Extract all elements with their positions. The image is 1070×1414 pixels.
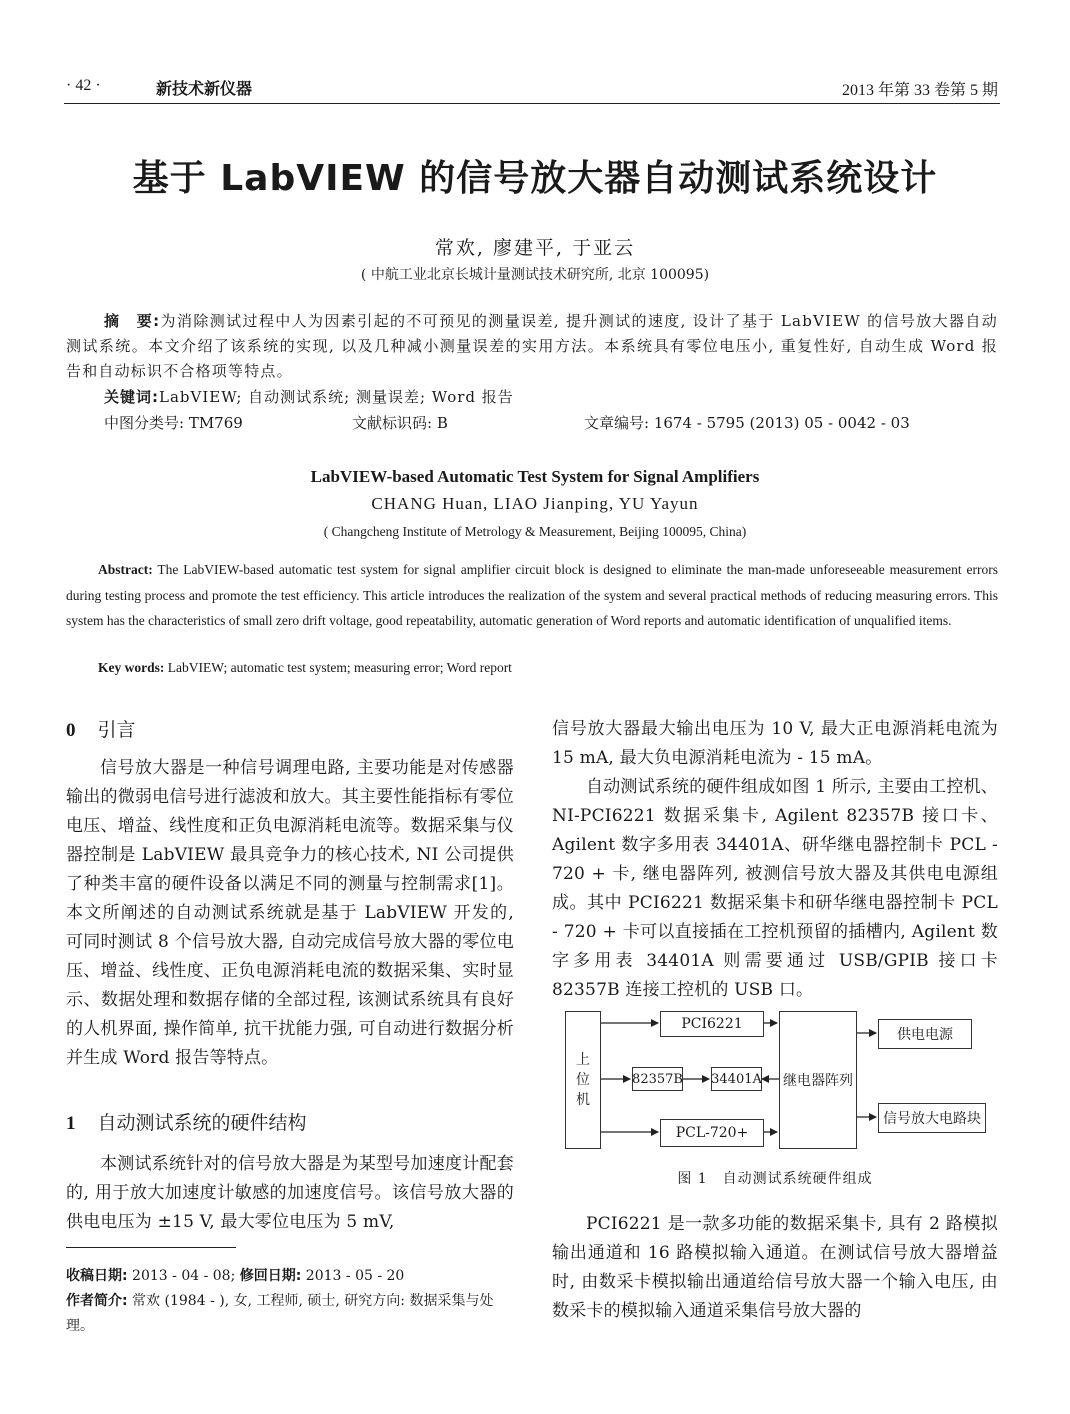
paragraph: 自动测试系统的硬件组成如图 1 所示, 主要由工控机、NI-PCI6221 数据采集卡, Agilent 82357B 接口卡、Agilent 数字多用表 34401A、研华继电器控制卡 PCL - 720 + 卡, 继电器阵列, 被测信号放大器及其供电电源组成。其中 PCI6221 数据采集卡和研华继电器控制卡 PCL - 720 + 卡可以直接插在工控机预留的插槽内, Agilent 数字多用表 34401A 则需要通过 USB/GPIB 接口卡 82357B 连接工控机的 USB 口。 [552, 777, 998, 1000]
received-dates: 收稿日期: 2013 - 04 - 08; 修回日期: 2013 - 05 - 20 [66, 1268, 405, 1284]
keywords-label: 关键词: [104, 388, 159, 406]
paragraph: PCI6221 是一款多功能的数据采集卡, 具有 2 路模拟输出通道和 16 路模拟输入通道。在测试信号放大器增益时, 由数采卡模拟输出通道给信号放大器一个输入电压, 由数采卡的模拟输入通道采集信号放大器的 [552, 1214, 998, 1321]
multimeter-box: 34401A [711, 1067, 762, 1091]
english-keywords [98, 660, 512, 676]
abstract-label: 摘 要: [104, 312, 161, 330]
amplifier-block-box: 信号放大电路块 [878, 1103, 986, 1133]
paragraph: 信号放大器是一种信号调理电路, 主要功能是对传感器输出的微弱电信号进行滤波和放大。其主要性能指标有零位电压、增益、线性度和正负电源消耗电流等。数据采集与仪器控制是 LabVIEW 最具竞争力的核心技术, NI 公司提供了种类丰富的硬件设备以满足不同的测量与控制需求[1]。本文所阐述的自动测试系统就是基于 LabVIEW 开发的, 可同时测试 8 个信号放大器, 自动完成信号放大器的零位电压、增益、线性度、正负电源消耗电流的数据采集、实时显示、数据处理和数据存储的全部过程, 该测试系统具有良好的人机界面, 操作简单, 抗干扰能力强, 可自动进行数据分析并生成 Word 报告等特点。 [66, 758, 514, 1068]
interface-card-box: 82357B [632, 1067, 683, 1091]
issue-info: 2013 年第 33 卷第 5 期 [841, 82, 998, 99]
hardware-body-continued [552, 715, 998, 1005]
english-keywords-label: Key words: [98, 660, 165, 675]
pci6221-description [552, 1210, 998, 1326]
intro-body [66, 754, 514, 1073]
abstract-cn [66, 309, 998, 384]
footnotes [66, 1264, 516, 1339]
pci6221-box: PCI6221 [660, 1011, 764, 1037]
paragraph: 本测试系统针对的信号放大器是为某型号加速度计配套的, 用于放大加速度计敏感的加速度信号。该信号放大器的供电电压为 ±15 V, 最大零位电压为 5 mV, [66, 1154, 514, 1232]
page-number: · 42 · [66, 77, 101, 94]
header-rule [64, 103, 1000, 104]
english-abstract-text: The LabVIEW-based automatic test system for signal amplifier circuit block is designed to eliminate the man-made unforeseeable measurement errors during testing process and promote the test efficiency. This article introduces the realization of the system and several practical methods of reducing measuring errors. This system has the characteristics of small zero drift voltage, good repeatability, automatic generation of Word reports and automatic identification of unqualified items. [66, 562, 998, 628]
section-heading-1 [66, 1108, 307, 1135]
hardware-body [66, 1150, 514, 1237]
section-title: 自动测试系统的硬件结构 [97, 1112, 307, 1134]
english-authors: CHANG Huan, LIAO Jianping, YU Yayun [371, 494, 699, 513]
host-computer-box: 上 位 机 [565, 1011, 601, 1149]
clc-number: 中图分类号: TM769 [104, 414, 243, 432]
english-affiliation: ( Changcheng Institute of Metrology & Measurement, Beijing 100095, China) [323, 524, 747, 539]
paragraph: 信号放大器最大输出电压为 10 V, 最大正电源消耗电流为 15 mA, 最大负电源消耗电流为 - 15 mA。 [552, 719, 998, 768]
journal-section: 新技术新仪器 [156, 79, 253, 98]
footnote-rule [66, 1247, 236, 1248]
author-bio: 作者简介: 常欢 (1984 - ), 女, 工程师, 硕士, 研究方向: 数据采集与处理。 [66, 1293, 494, 1334]
affiliation: ( 中航工业北京长城计量测试技术研究所, 北京 100095) [360, 267, 710, 283]
english-title: LabVIEW-based Automatic Test System for Signal Amplifiers [310, 467, 760, 486]
abstract-text: 为消除测试过程中人为因素引起的不可预见的测量误差, 提升测试的速度, 设计了基于 LabVIEW 的信号放大器自动测试系统。本文介绍了该系统的实现, 以及几种减小测量误差的实用方法。本系统具有零位电压小, 重复性好, 自动生成 Word 报告和自动标识不合格项等特点。 [66, 312, 998, 380]
relay-card-box: PCL-720+ [660, 1119, 764, 1147]
english-keywords-text: LabVIEW; automatic test system; measuring error; Word report [164, 660, 512, 675]
document-code: 文献标识码: B [352, 414, 448, 432]
hardware-diagram [552, 1005, 998, 1155]
power-supply-box: 供电电源 [878, 1019, 972, 1049]
author-list: 常欢, 廖建平, 于亚云 [434, 237, 636, 259]
section-title: 引言 [97, 719, 136, 741]
relay-array-box: 继电器阵列 [779, 1011, 857, 1149]
keywords-cn [104, 386, 514, 407]
article-number: 文章编号: 1674 - 5795 (2013) 05 - 0042 - 03 [584, 414, 910, 432]
english-abstract [66, 557, 998, 634]
keywords-text: LabVIEW; 自动测试系统; 测量误差; Word 报告 [159, 388, 514, 406]
figure-caption: 图 1 自动测试系统硬件组成 [677, 1171, 873, 1187]
section-heading-0 [66, 715, 136, 742]
section-number: 1 [66, 1113, 76, 1134]
section-number: 0 [66, 720, 76, 741]
paper-title: 基于 LabVIEW 的信号放大器自动测试系统设计 [132, 158, 938, 199]
english-abstract-label: Abstract: [98, 562, 153, 577]
